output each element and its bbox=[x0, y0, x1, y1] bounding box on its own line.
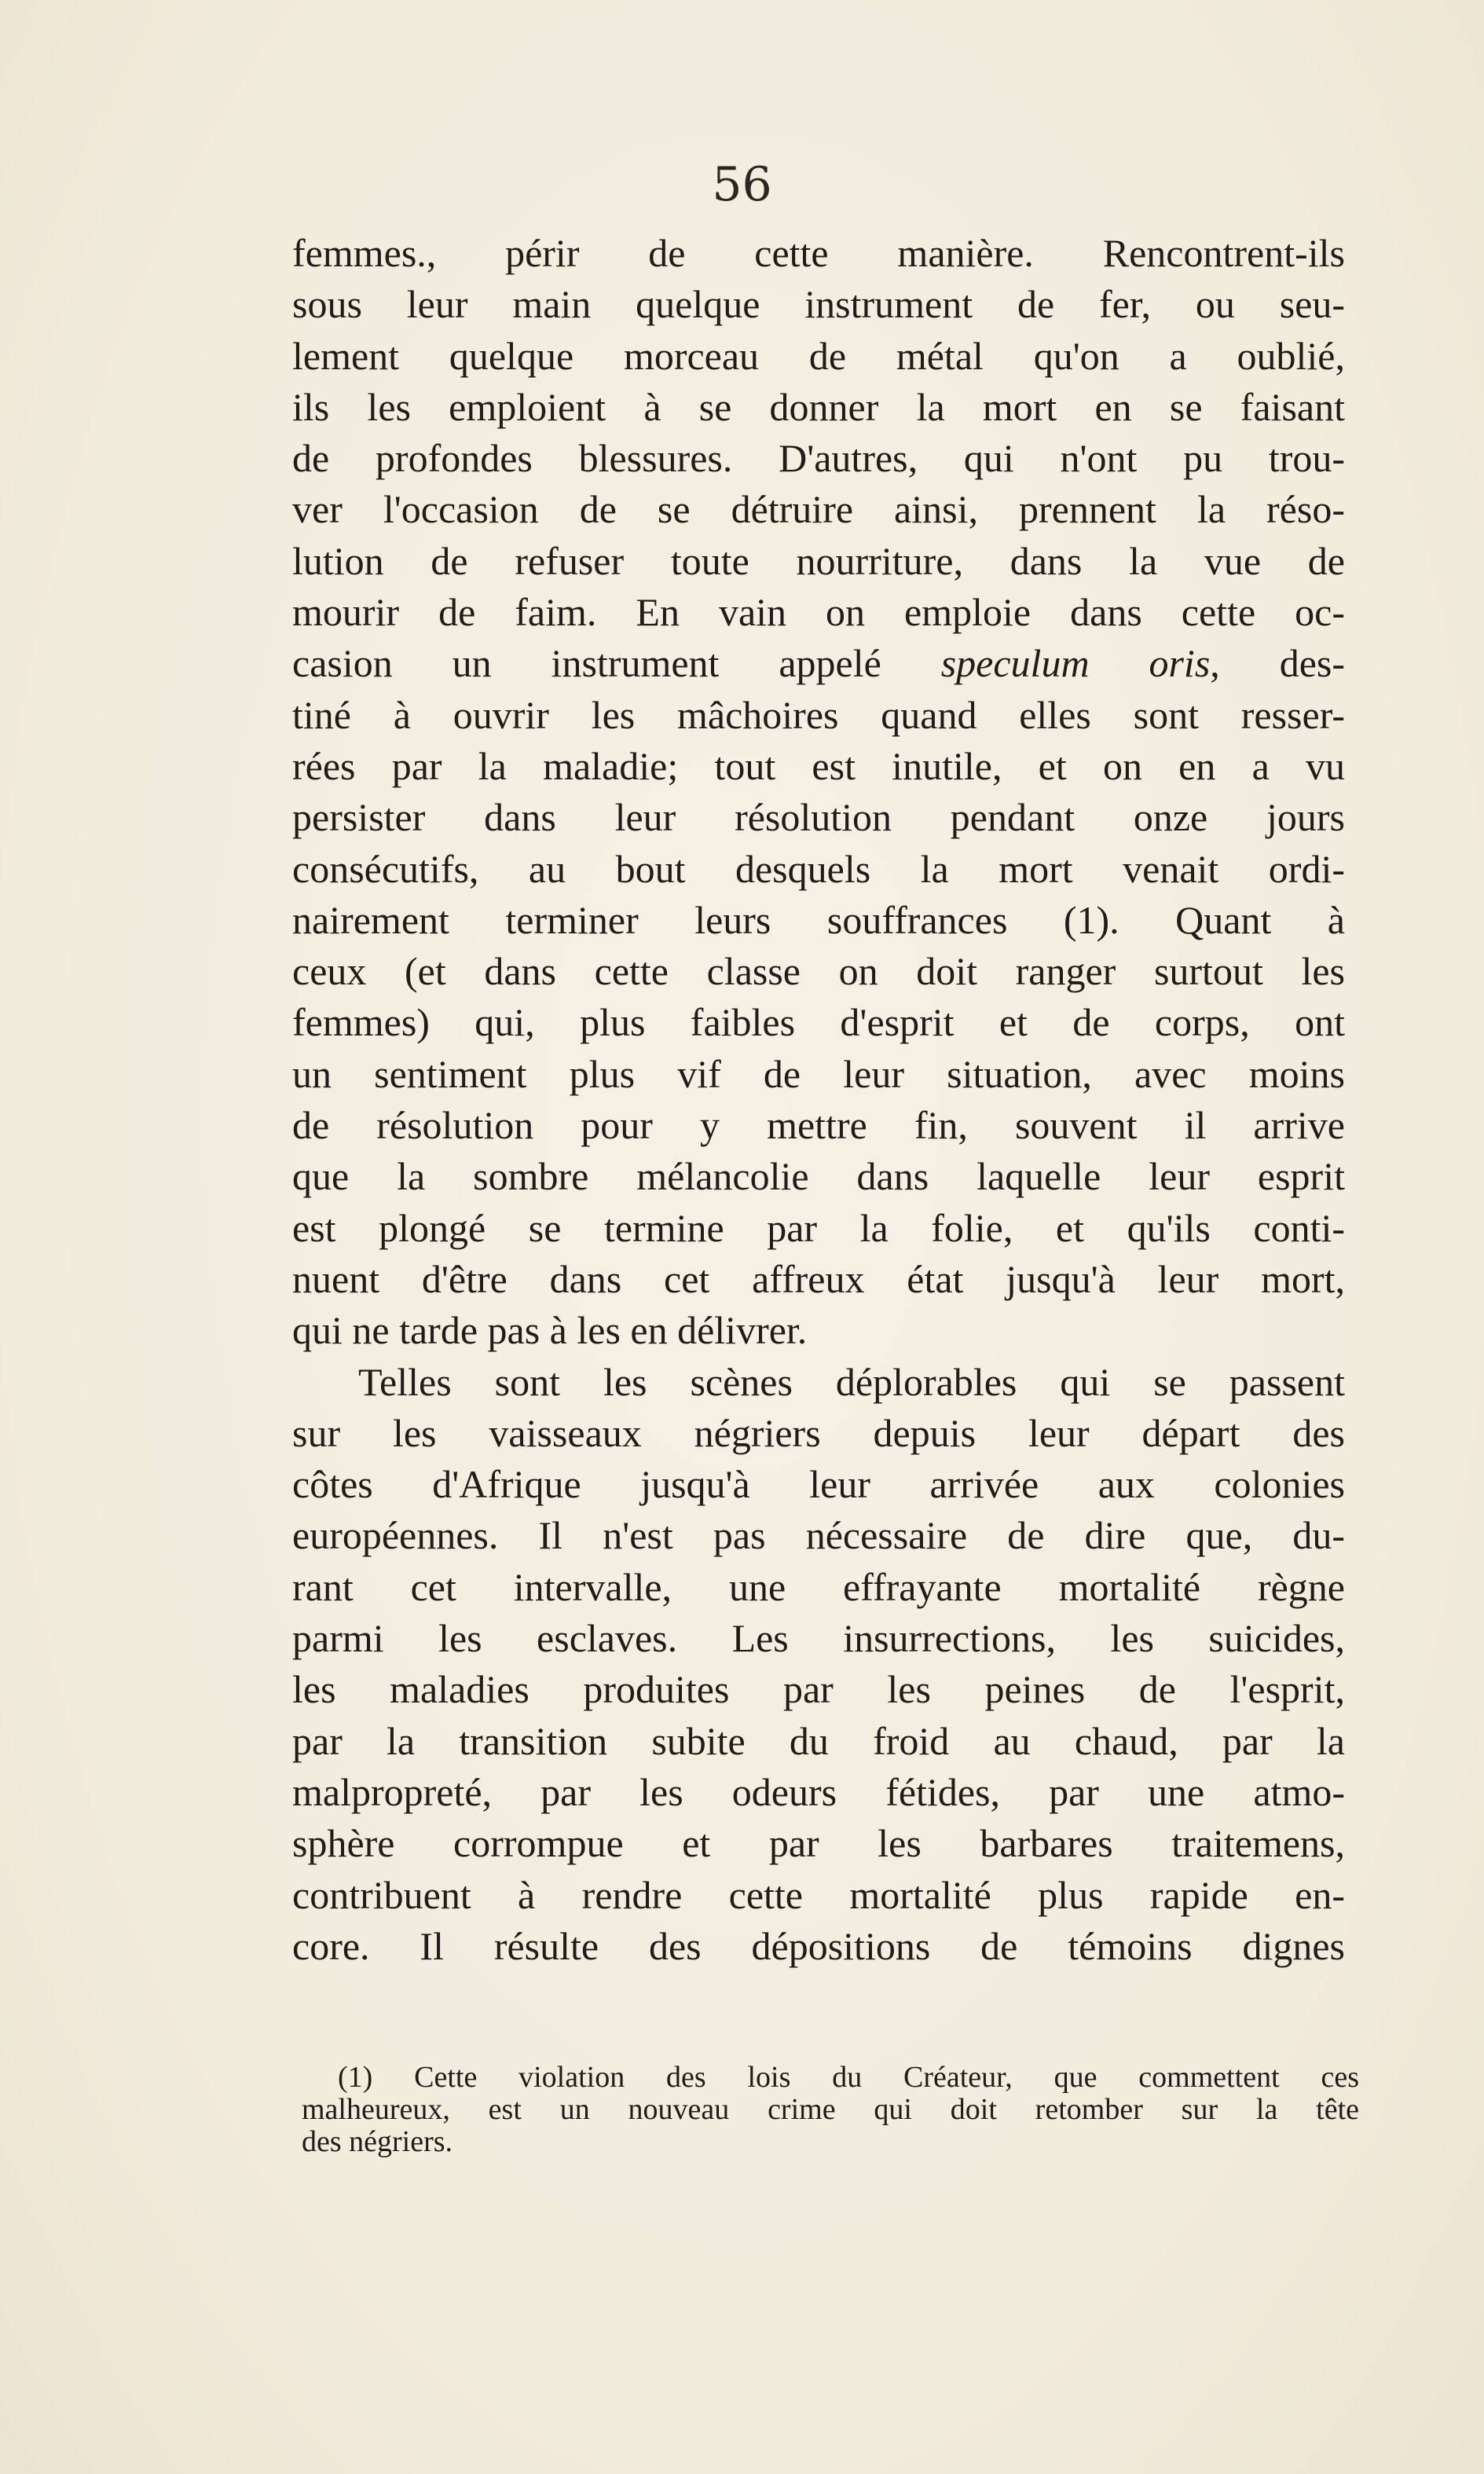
footnote bbox=[302, 2062, 1359, 2158]
italic-term: speculum oris bbox=[940, 641, 1211, 686]
text-line: est plongé se termine par la folie, et qu'ils conti- bbox=[292, 1205, 1345, 1250]
text-line: ceux (et dans cette classe on doit ranger surtout les bbox=[292, 949, 1345, 994]
text-line: européennes. Il n'est pas nécessaire de dire que, du- bbox=[292, 1513, 1345, 1558]
text-line: qui ne tarde pas à les en délivrer. bbox=[292, 1308, 808, 1353]
text-line: tiné à ouvrir les mâchoires quand elles sont resser- bbox=[292, 692, 1345, 737]
text-line: persister dans leur résolution pendant onze jours bbox=[292, 795, 1345, 840]
text-line: Telles sont les scènes déplorables qui se passent bbox=[358, 1359, 1345, 1404]
text-line bbox=[292, 638, 1345, 689]
footnote-line: malheureux, est un nouveau crime qui doit retomber sur la tête bbox=[302, 2094, 1359, 2126]
body-text bbox=[292, 228, 1345, 1972]
text-line: de résolution pour y mettre fin, souvent il arrive bbox=[292, 1103, 1345, 1148]
text-line: côtes d'Afrique jusqu'à leur arrivée aux colonies bbox=[292, 1462, 1345, 1507]
footnote-line: (1) Cette violation des lois du Créateur, que commettent ces bbox=[338, 2062, 1359, 2094]
text-line: nuent d'être dans cet affreux état jusqu'à leur mort, bbox=[292, 1256, 1345, 1301]
text-line: femmes., périr de cette manière. Rencontrent-ils bbox=[292, 231, 1345, 275]
page-number: 56 bbox=[712, 157, 772, 212]
text-line: core. Il résulte des dépositions de témoins dignes bbox=[292, 1923, 1345, 1968]
text-line: ils les emploient à se donner la mort en se faisant bbox=[292, 384, 1345, 429]
text-line: que la sombre mélancolie dans laquelle leur esprit bbox=[292, 1154, 1345, 1199]
text-segment: casion un instrument appelé bbox=[292, 641, 881, 686]
text-line: lution de refuser toute nourriture, dans la vue de bbox=[292, 538, 1345, 583]
text-line: malpropreté, par les odeurs fétides, par une atmo- bbox=[292, 1769, 1345, 1814]
text-line: un sentiment plus vif de leur situation, avec moins bbox=[292, 1051, 1345, 1096]
text-line: consécutifs, au bout desquels la mort venait ordi- bbox=[292, 846, 1345, 891]
text-line: par la transition subite du froid au chaud, par la bbox=[292, 1718, 1345, 1763]
text-line: de profondes blessures. D'autres, qui n'ont pu trou- bbox=[292, 436, 1345, 481]
text-line: sous leur main quelque instrument de fer, ou seu- bbox=[292, 282, 1345, 327]
footnote-line: des négriers. bbox=[302, 2126, 453, 2158]
text-line: les maladies produites par les peines de l'esprit, bbox=[292, 1667, 1345, 1712]
text-segment: , des- bbox=[1210, 641, 1345, 686]
text-line: sphère corrompue et par les barbares traitemens, bbox=[292, 1821, 1345, 1866]
text-line: rant cet intervalle, une effrayante mortalité règne bbox=[292, 1564, 1345, 1609]
text-line: nairement terminer leurs souffrances (1). Quant à bbox=[292, 897, 1345, 942]
text-line: femmes) qui, plus faibles d'esprit et de corps, ont bbox=[292, 1000, 1345, 1045]
text-line: ver l'occasion de se détruire ainsi, prennent la réso- bbox=[292, 487, 1345, 532]
text-line: contribuent à rendre cette mortalité plus rapide en- bbox=[292, 1872, 1345, 1917]
text-line: lement quelque morceau de métal qu'on a oublié, bbox=[292, 333, 1345, 378]
text-line: sur les vaisseaux négriers depuis leur départ des bbox=[292, 1410, 1345, 1455]
text-line: parmi les esclaves. Les insurrections, les suicides, bbox=[292, 1616, 1345, 1661]
text-line: mourir de faim. En vain on emploie dans cette oc- bbox=[292, 590, 1345, 635]
text-line: rées par la maladie; tout est inutile, et on en a vu bbox=[292, 743, 1345, 788]
